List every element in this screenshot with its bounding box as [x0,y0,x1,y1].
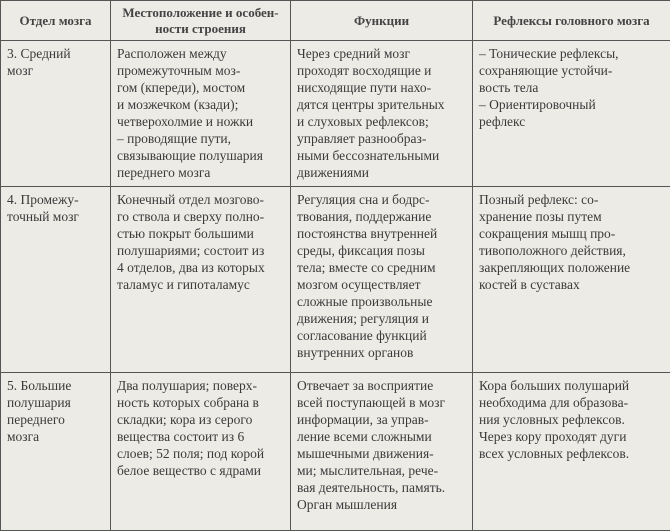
cell-functions [291,187,473,373]
cell-line: промежуточным моз- [117,62,284,79]
table-row-diencephalon [1,187,670,373]
cell-line: необходима для образова- [479,394,664,411]
cell-line: гом (кпереди), мостом [117,79,284,96]
cell-line: мышечными движения- [297,445,466,462]
cell-line: проходят восходящие и [297,62,466,79]
cell-line: и слуховых рефлексов; [297,113,466,130]
cell-line: полушария [7,394,104,411]
header-functions [291,1,473,41]
cell-line: 3. Средний [7,45,104,62]
cell-line: связывающие полушария [117,147,284,164]
cell-line: ми; мыслительная, рече- [297,462,466,479]
cell-line: сложные произвольные [297,293,466,310]
table-row-cerebrum [1,373,670,531]
cell-functions [291,373,473,531]
cell-line: – Ориентировочный [479,96,664,113]
cell-line: хранение позы путем [479,208,664,225]
cell-line: закрепляющих положение [479,259,664,276]
cell-line: сохраняющие устойчи- [479,62,664,79]
cell-line: мозга [7,428,104,445]
cell-location [111,187,291,373]
cell-line: переднего [7,411,104,428]
cell-line: 4. Промежу- [7,191,104,208]
cell-line: ление всеми сложными [297,428,466,445]
cell-line: ными бессознательными [297,147,466,164]
cell-department [1,373,111,531]
cell-line: постоянства внутренней [297,225,466,242]
cell-line: складки; кора из серого [117,411,284,428]
cell-reflexes [473,187,670,373]
cell-line: полушариями; состоит из [117,242,284,259]
cell-line: Функции [295,13,468,29]
cell-line: Конечный отдел мозгово- [117,191,284,208]
cell-line: Через кору проходят дуги [479,428,664,445]
cell-line: мозг [7,62,104,79]
cell-line: тела; вместе со средним [297,259,466,276]
cell-line: и мозжечком (кзади); [117,96,284,113]
cell-line: Отдел мозга [5,13,106,29]
cell-line: – проводящие пути, [117,130,284,147]
cell-line: вость тела [479,79,664,96]
cell-line: дятся центры зрительных [297,96,466,113]
cell-line: нисходящие пути нахо- [297,79,466,96]
cell-line: Позный рефлекс: со- [479,191,664,208]
cell-line: четверохолмие и ножки [117,113,284,130]
header-location [111,1,291,41]
cell-line: информации, за управ- [297,411,466,428]
cell-location [111,373,291,531]
header-department [1,1,111,41]
cell-line: Через средний мозг [297,45,466,62]
cell-line: ность которых собрана в [117,394,284,411]
cell-line: ния условных рефлексов. [479,411,664,428]
cell-functions [291,41,473,187]
cell-line: ности строения [115,21,286,37]
cell-line: белое вещество с ядрами [117,462,284,479]
cell-line: внутренних органов [297,344,466,361]
cell-reflexes [473,41,670,187]
cell-location [111,41,291,187]
cell-line: всей поступающей в мозг [297,394,466,411]
cell-line: рефлекс [479,113,664,130]
header-reflexes [473,1,670,41]
cell-line: Расположен между [117,45,284,62]
cell-line: Отвечает за восприятие [297,377,466,394]
cell-line: всех условных рефлексов. [479,445,664,462]
header-row [1,1,670,41]
cell-line: вая деятельность, память. [297,479,466,496]
cell-line: движения; регуляция и [297,310,466,327]
cell-line: сокращения мышц про- [479,225,664,242]
cell-line: вещества состоит из 6 [117,428,284,445]
cell-line: Кора больших полушарий [479,377,664,394]
cell-line: 5. Большие [7,377,104,394]
cell-line: среды, фиксация позы [297,242,466,259]
cell-line: слоев; 52 поля; под корой [117,445,284,462]
cell-line: точный мозг [7,208,104,225]
cell-line: твования, поддержание [297,208,466,225]
cell-line: таламус и гипоталамус [117,276,284,293]
cell-line: тивоположного действия, [479,242,664,259]
cell-line: Орган мышления [297,496,466,513]
cell-line: согласование функций [297,327,466,344]
cell-line: стью покрыт большими [117,225,284,242]
cell-line: мозгом осуществляет [297,276,466,293]
cell-department [1,41,111,187]
cell-line: движениями [297,164,466,181]
cell-line: го ствола и сверху полно- [117,208,284,225]
cell-line: Рефлексы головного мозга [477,13,666,29]
cell-line: Регуляция сна и бодрс- [297,191,466,208]
cell-line: Два полушария; поверх- [117,377,284,394]
cell-line: 4 отделов, два из которых [117,259,284,276]
cell-reflexes [473,373,670,531]
cell-line: переднего мозга [117,164,284,181]
table-row-midbrain [1,41,670,187]
cell-line: управляет разнообраз- [297,130,466,147]
cell-line: костей в суставах [479,276,664,293]
cell-line: – Тонические рефлексы, [479,45,664,62]
cell-line: Местоположение и особен- [115,5,286,21]
cell-department [1,187,111,373]
